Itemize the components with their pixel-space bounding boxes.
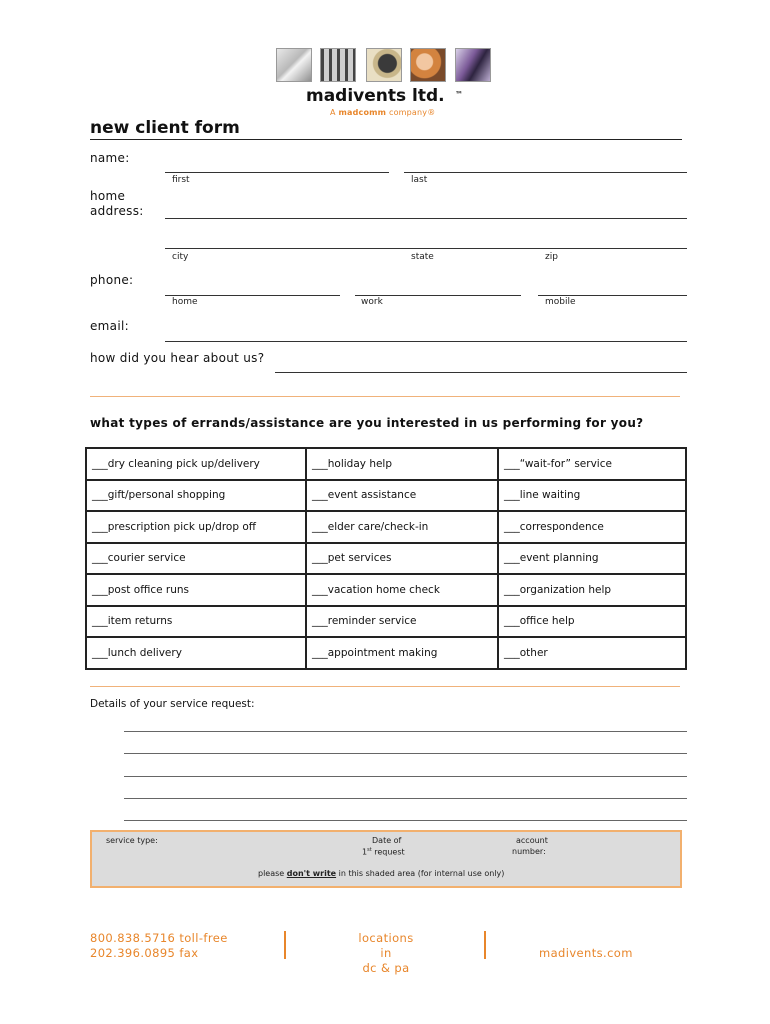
service-option[interactable]: ___dry cleaning pick up/delivery [86,448,306,480]
service-option[interactable]: ___correspondence [498,511,686,543]
service-row [86,448,686,480]
tagline-prefix: A [330,108,336,117]
details-line-3[interactable] [124,776,687,777]
tagline-suffix: company® [388,108,436,117]
note-emphasis: don't write [286,869,337,878]
header-image-glass [276,48,312,82]
service-option[interactable]: ___organization help [498,574,686,606]
date-request-word: request [371,847,405,857]
account-label-line2: number: [512,847,546,856]
details-line-5[interactable] [124,820,687,821]
service-row [86,480,686,512]
internal-use-note [258,869,504,878]
service-option[interactable]: ___courier service [86,543,306,575]
service-type-label: service type: [106,836,158,845]
service-option[interactable]: ___appointment making [306,637,498,669]
date-ordinal-suffix: st [367,847,372,853]
note-prefix: please [258,869,287,878]
section-divider-bottom [90,686,680,687]
address-label-line1: home [90,189,126,203]
address-label-line2: address: [90,204,144,218]
email-label: email: [90,319,129,333]
form-title: new client form [90,118,240,138]
service-row [86,606,686,638]
mobile-phone-caption: mobile [545,297,576,307]
service-option[interactable]: ___reminder service [306,606,498,638]
details-line-1[interactable] [124,731,687,732]
service-option[interactable]: ___office help [498,606,686,638]
service-option[interactable]: ___event assistance [306,480,498,512]
tagline-brand: madcomm [338,108,387,117]
service-option[interactable]: ___post office runs [86,574,306,606]
city-state-zip-field[interactable] [165,248,687,249]
footer-separator-2 [484,931,486,959]
first-name-caption: first [172,175,190,185]
date-ordinal-number: 1 [362,847,368,857]
city-caption: city [172,252,189,262]
work-phone-field[interactable] [355,295,521,296]
service-option[interactable]: ___line waiting [498,480,686,512]
service-row [86,543,686,575]
service-option[interactable]: ___event planning [498,543,686,575]
date-label-line1: Date of [372,836,402,845]
street-address-field[interactable] [165,218,687,219]
last-name-caption: last [411,175,428,185]
locations-line2: dc & pa [362,961,410,975]
header-image-hand [366,48,402,82]
services-table [85,447,687,670]
state-caption: state [411,252,434,262]
name-label: name: [90,151,130,165]
header-image-chairs [320,48,356,82]
service-option[interactable]: ___prescription pick up/drop off [86,511,306,543]
details-line-2[interactable] [124,753,687,754]
service-option[interactable]: ___pet services [306,543,498,575]
services-question: what types of errands/assistance are you interested in us performing for you? [90,416,644,430]
service-row [86,511,686,543]
fax-number: 202.396.0895 fax [90,946,199,960]
footer-separator-1 [284,931,286,959]
details-line-4[interactable] [124,798,687,799]
service-option[interactable]: ___item returns [86,606,306,638]
account-label-line1: account [516,836,548,845]
details-label: Details of your service request: [90,698,255,710]
zip-caption: zip [545,252,558,262]
phone-label: phone: [90,273,134,287]
last-name-field[interactable] [404,172,687,173]
service-option[interactable]: ___lunch delivery [86,637,306,669]
home-phone-caption: home [172,297,198,307]
company-name: madivents ltd. [306,86,445,106]
section-divider-top [90,396,680,397]
work-phone-caption: work [361,297,383,307]
service-row [86,574,686,606]
service-row [86,637,686,669]
locations-line1: locations in [358,931,414,960]
home-phone-field[interactable] [165,295,340,296]
first-name-field[interactable] [165,172,389,173]
mobile-phone-field[interactable] [538,295,687,296]
title-divider [90,139,682,140]
website-link[interactable]: madivents.com [539,946,633,960]
referral-label: how did you hear about us? [90,351,265,365]
note-suffix: in this shaded area (for internal use only) [336,869,505,878]
service-option[interactable]: ___elder care/check-in [306,511,498,543]
service-option[interactable]: ___other [498,637,686,669]
service-option[interactable]: ___gift/personal shopping [86,480,306,512]
trademark-symbol: ™ [455,90,463,99]
referral-field[interactable] [275,372,687,373]
header-image-fruit [410,48,446,82]
date-label-line2 [362,847,405,857]
company-tagline [330,108,435,117]
email-field[interactable] [165,341,687,342]
service-option[interactable]: ___holiday help [306,448,498,480]
footer-locations [352,931,420,976]
header-image-tie [455,48,491,82]
service-option[interactable]: ___vacation home check [306,574,498,606]
footer-phones [90,931,228,961]
service-option[interactable]: ___“wait-for” service [498,448,686,480]
tollfree-number: 800.838.5716 toll-free [90,931,228,945]
